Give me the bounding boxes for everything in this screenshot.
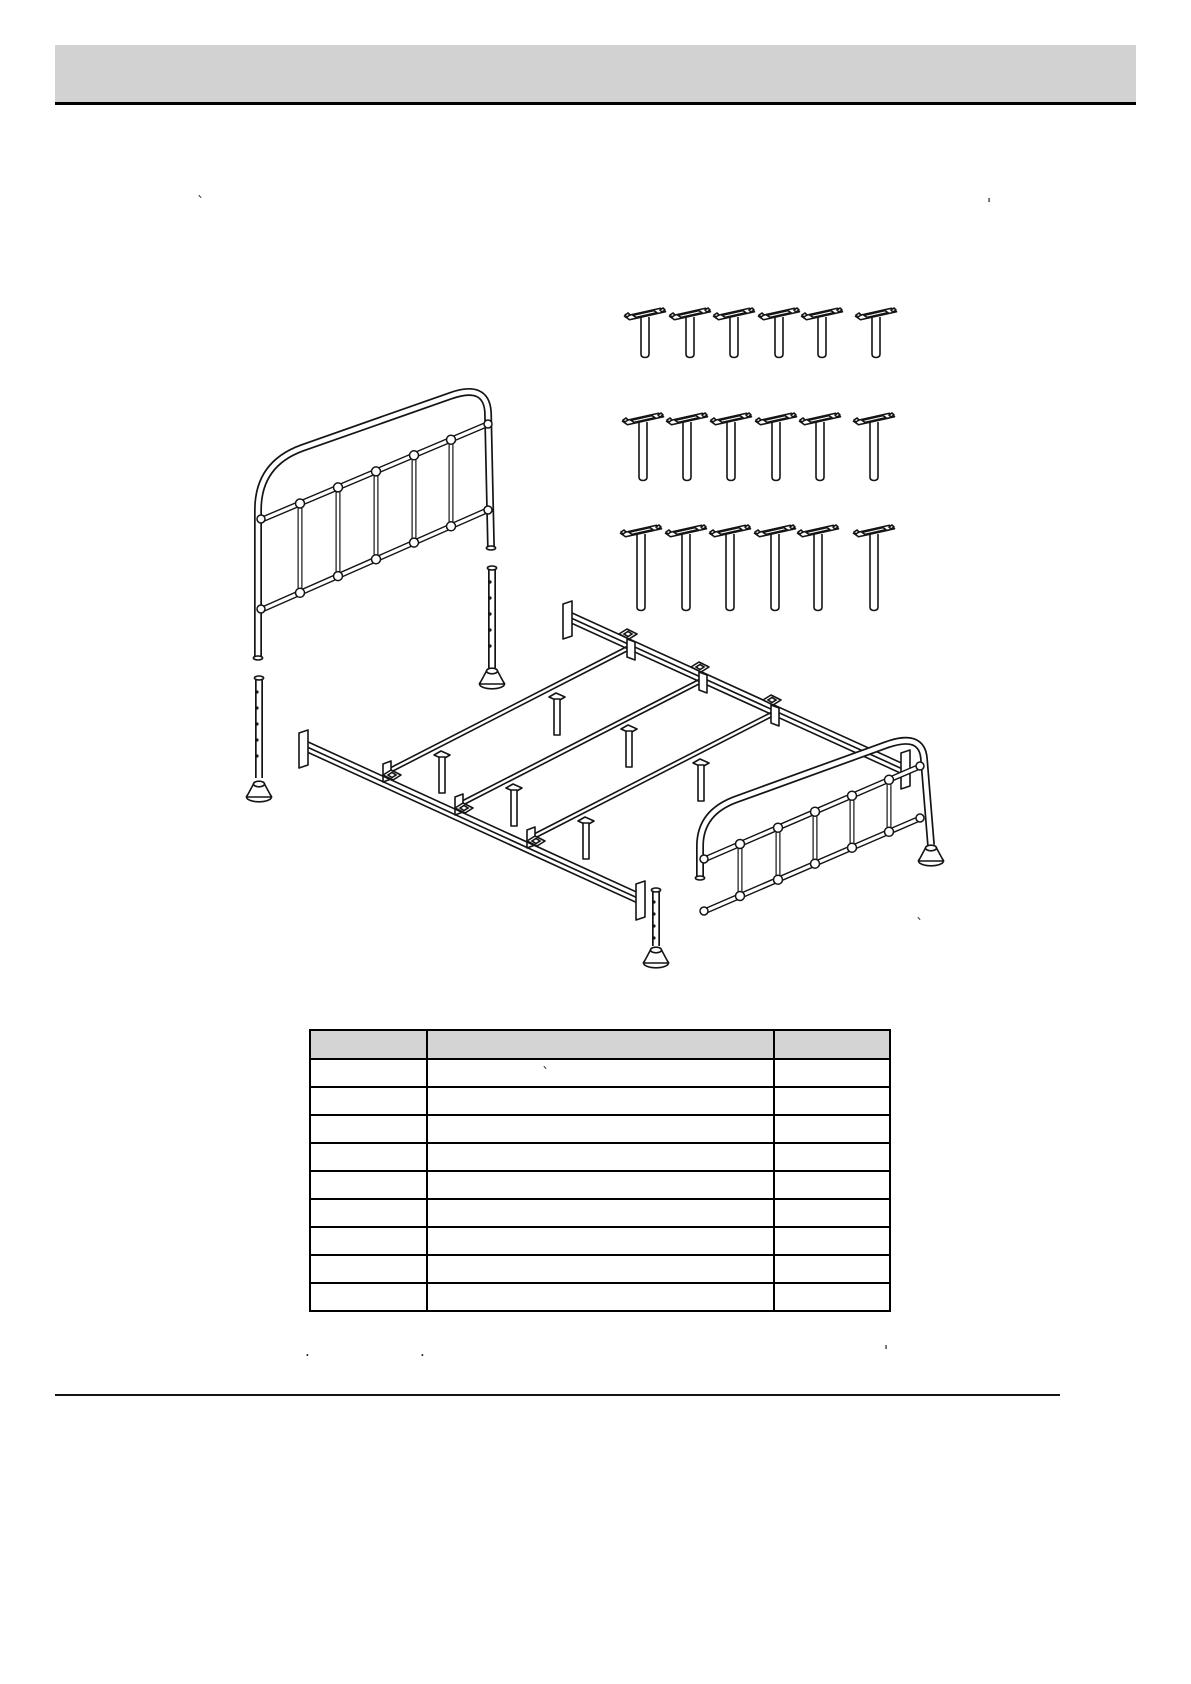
cross-slat-1 [383,639,635,793]
slat-clip [763,695,781,705]
parts-table [309,1029,891,1312]
bolt [714,308,755,358]
center-leg [693,759,709,801]
table-cell [774,1199,890,1227]
bolt [666,525,707,611]
foot-glide [919,845,944,866]
bolt-row-long [621,525,895,611]
bolt [711,413,752,481]
bolt [667,413,708,481]
table-cell [310,1059,427,1087]
table-cell [774,1115,890,1143]
table-row [310,1143,890,1171]
table-cell [310,1227,427,1255]
table-cell [427,1171,774,1199]
side-rail-front [299,730,645,920]
adjustable-leg-footboard [644,888,669,968]
table-row [310,1283,890,1311]
stray-mark: ' [884,1342,889,1360]
table-row [310,1171,890,1199]
center-leg [621,725,637,767]
bolt-row-medium [623,413,895,481]
adjustable-leg-left [247,676,272,802]
cross-slat-3 [527,705,779,859]
bolt [856,308,897,358]
table-cell [774,1087,890,1115]
table-cell [774,1255,890,1283]
table-cell [427,1115,774,1143]
table-row [310,1227,890,1255]
rail-bracket [563,601,572,639]
center-leg [506,784,522,826]
bolt [798,525,839,611]
table-header-row [310,1030,890,1059]
rail-bracket [636,881,645,920]
table-cell [774,1171,890,1199]
bolt [802,308,843,358]
adjustable-leg-right [480,566,505,689]
rail-bracket [299,730,308,768]
bolt-grid [621,308,897,611]
bolt-row-short [625,308,897,358]
foot-glide [247,781,272,802]
table-cell [427,1059,774,1087]
footer-rule [55,1394,1060,1396]
bolt [623,413,664,481]
side-rail-rear [563,601,910,789]
table-header-cell [427,1030,774,1059]
bolt [755,525,796,611]
table-cell [310,1283,427,1311]
stray-mark: ' [987,195,992,213]
table-row [310,1059,890,1087]
stray-mark: ` [916,915,924,933]
bolt [710,525,751,611]
bolt [854,413,895,481]
bolt [854,525,895,611]
table-cell [310,1199,427,1227]
table-row [310,1087,890,1115]
center-leg [434,751,450,793]
table-cell [310,1255,427,1283]
bolt [625,308,666,358]
headboard [253,392,495,660]
table-cell [310,1143,427,1171]
table-cell [310,1115,427,1143]
foot-glide [644,947,669,968]
table-cell [427,1087,774,1115]
foot-glide [480,668,505,689]
table-cell [427,1143,774,1171]
table-cell [774,1143,890,1171]
table-header-cell [310,1030,427,1059]
table-cell [427,1227,774,1255]
slat-clip [691,662,709,672]
center-leg [578,817,594,859]
table-cell [774,1059,890,1087]
stray-mark: ` [542,1064,550,1082]
stray-mark: . [305,1342,310,1360]
table-row [310,1199,890,1227]
stray-mark: . [420,1342,425,1360]
table-row [310,1255,890,1283]
table-cell [774,1283,890,1311]
center-leg [549,693,565,735]
table-cell [427,1199,774,1227]
bolt [800,413,841,481]
table-cell [427,1255,774,1283]
table-row [310,1115,890,1143]
cross-slat-2 [455,672,707,826]
slat-clip [619,629,637,639]
table-header-cell [774,1030,890,1059]
stray-mark: ` [197,193,205,211]
table-cell [310,1171,427,1199]
bolt [621,525,662,611]
bolt [759,308,800,358]
table-cell [774,1227,890,1255]
table-cell [310,1087,427,1115]
bolt [670,308,711,358]
table-cell [427,1283,774,1311]
bolt [756,413,797,481]
